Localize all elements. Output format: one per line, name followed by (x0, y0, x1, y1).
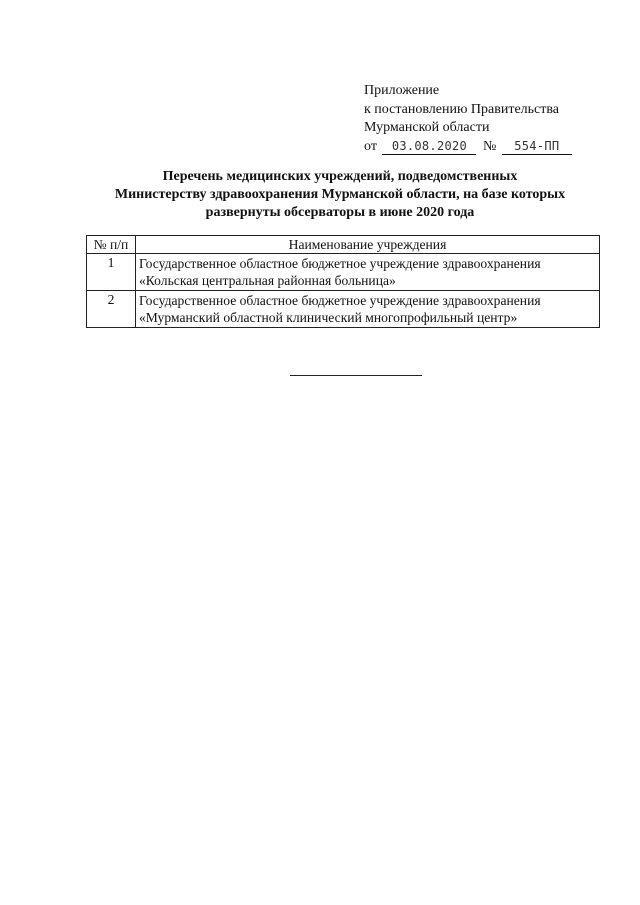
document-heading (80, 168, 600, 222)
column-header-number: № п/п (87, 236, 136, 254)
date-prefix: от (364, 138, 377, 154)
institutions-table (86, 235, 600, 328)
institution-name-line-2: «Мурманский областной клинический многопрофильный центр» (139, 310, 518, 325)
number-label: № (482, 138, 497, 154)
heading-line-1: Перечень медицинских учреждений, подведомственных (162, 169, 518, 184)
annex-block (364, 82, 572, 156)
annex-resolution-line: к постановлению Правительства (364, 101, 560, 117)
table-header-row (87, 236, 600, 254)
institution-name-line-1: Государственное областное бюджетное учреждение здравоохранения (139, 256, 541, 271)
heading-line-2: Министерству здравоохранения Мурманской области, на базе которых (114, 187, 566, 202)
row-number: 1 (87, 254, 136, 291)
annex-region-line: Мурманской области (364, 120, 490, 135)
table-row (87, 291, 600, 328)
table-row (87, 254, 600, 291)
resolution-date: 03.08.2020 (382, 139, 476, 155)
heading-line-3: развернуты обсерваторы в июне 2020 года (205, 205, 475, 220)
column-header-name: Наименование учреждения (136, 236, 600, 254)
institution-name (136, 291, 600, 328)
institution-name (136, 254, 600, 291)
end-of-document-line (290, 375, 422, 376)
annex-date-number-line (364, 138, 572, 157)
annex-title: Приложение (364, 83, 440, 98)
institution-name-line-1: Государственное областное бюджетное учреждение здравоохранения (139, 293, 541, 308)
row-number: 2 (87, 291, 136, 328)
resolution-number: 554-ПП (502, 139, 572, 155)
institution-name-line-2: «Кольская центральная районная больница» (139, 273, 396, 288)
